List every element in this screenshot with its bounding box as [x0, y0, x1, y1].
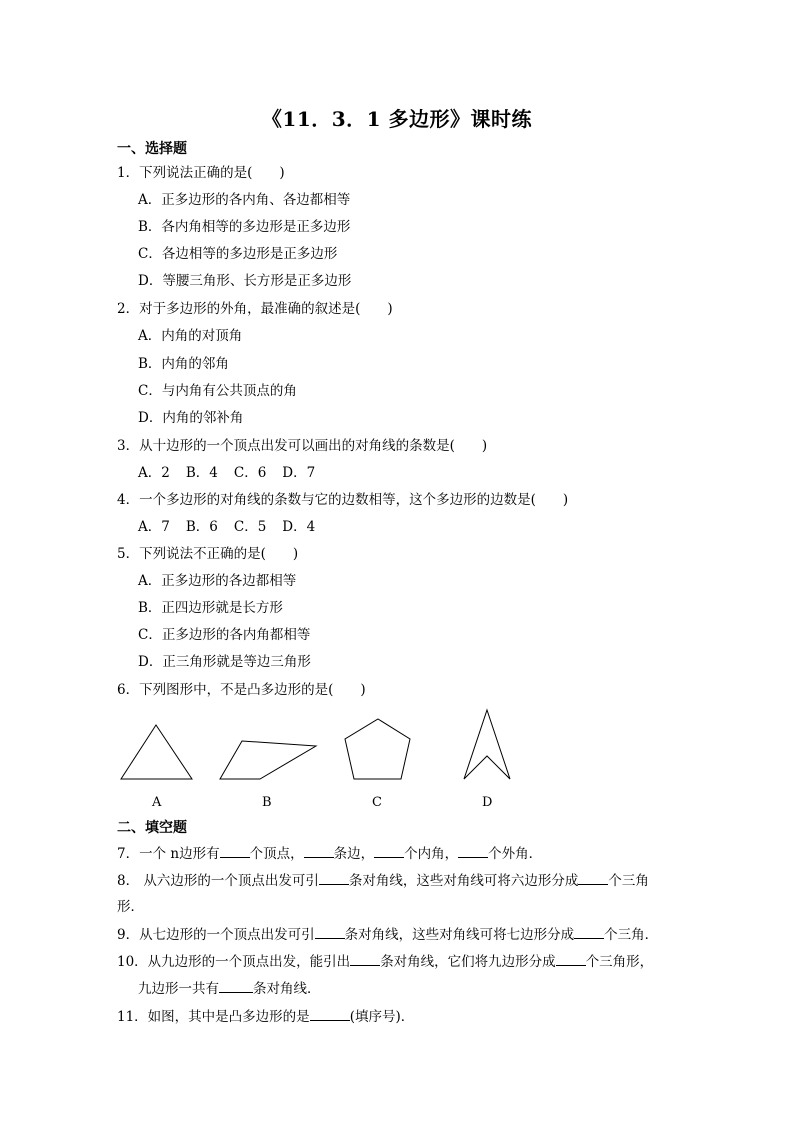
answer-blank[interactable] [219, 978, 253, 993]
answer-blank[interactable] [310, 1006, 350, 1021]
question-8-text-3: 个三角 [608, 873, 649, 889]
question-10-text-4: 九边形一共有 [138, 981, 219, 997]
question-5-option-a: A．正多边形的各边都相等 [138, 573, 297, 589]
question-5-option-b: B．正四边形就是长方形 [138, 600, 283, 616]
question-1-stem: 1．下列说法正确的是( ) [117, 165, 285, 181]
question-2-stem: 2．对于多边形的外角，最准确的叙述是( ) [117, 301, 393, 317]
question-4-stem: 4．一个多边形的对角线的条数与它的边数相等，这个多边形的边数是( ) [117, 492, 569, 508]
figure-label-b: B [262, 795, 272, 810]
question-4-option-a: A．7 [138, 519, 170, 535]
question-5-option-d: D．正三角形就是等边三角形 [138, 654, 311, 670]
figure-label-d: D [482, 795, 493, 810]
question-10-text-1: 10．从九边形的一个顶点出发，能引出 [117, 954, 351, 970]
question-4-option-c: C．5 [233, 519, 267, 535]
figure-label-a: A [152, 795, 162, 810]
question-3-stem: 3．从十边形的一个顶点出发可以画出的对角线的条数是( ) [117, 438, 488, 454]
question-8-text-1: 8． 从六边形的一个顶点出发可引 [117, 873, 319, 889]
question-10 [117, 951, 653, 972]
question-4-option-d: D．4 [282, 519, 316, 535]
question-1-option-a: A．正多边形的各内角、各边都相等 [138, 192, 351, 208]
answer-blank[interactable] [574, 924, 604, 939]
question-2-option-a: A．内角的对顶角 [138, 328, 243, 344]
question-2-option-c: C．与内角有公共顶点的角 [138, 383, 297, 399]
question-1-option-d: D．等腰三角形、长方形是正多边形 [138, 273, 352, 289]
question-7-text-3: 条边， [333, 846, 375, 862]
question-7-text-5: 个外角． [488, 846, 543, 862]
figure-b-quadrilateral [220, 741, 316, 779]
question-11-text-2: (填序号)． [349, 1009, 415, 1025]
polygon-figures [110, 700, 530, 790]
question-5-stem: 5．下列说法不正确的是( ) [117, 546, 299, 562]
question-7-text-2: 个顶点， [249, 846, 304, 862]
question-3-option-a: A．2 [138, 465, 170, 481]
answer-blank[interactable] [374, 843, 404, 858]
question-11-text-1: 11．如图，其中是凸多边形的是 [117, 1009, 310, 1025]
question-4-option-b: B．6 [185, 519, 218, 535]
question-9-text-2: 条对角线，这些对角线可将七边形分成 [344, 927, 575, 943]
question-8 [117, 870, 649, 891]
answer-blank[interactable] [315, 924, 345, 939]
question-3-option-c: C．6 [233, 465, 267, 481]
question-2-option-d: D．内角的邻补角 [138, 410, 244, 426]
question-3-option-b: B．4 [185, 465, 218, 481]
question-1-option-c: C．各边相等的多边形是正多边形 [138, 246, 338, 262]
answer-blank[interactable] [458, 843, 488, 858]
answer-blank[interactable] [220, 843, 250, 858]
question-9 [117, 924, 658, 945]
figure-c-pentagon [345, 719, 410, 779]
question-10-text-2: 条对角线，它们将九边形分成 [380, 954, 556, 970]
answer-blank[interactable] [556, 951, 586, 966]
question-6-stem: 6．下列图形中，不是凸多边形的是( ) [117, 682, 366, 698]
figure-d-arrowhead [464, 710, 510, 779]
answer-blank[interactable] [304, 843, 334, 858]
question-4-options [138, 517, 315, 537]
question-10-text-3: 个三角形， [585, 954, 654, 970]
page-title: 《11．3．1 多边形》课时练 [261, 107, 533, 131]
question-10-text-5: 条对角线． [253, 981, 321, 997]
question-11 [117, 1006, 414, 1027]
question-3-option-d: D．7 [282, 465, 316, 481]
answer-blank[interactable] [319, 870, 349, 885]
question-7 [117, 843, 542, 864]
answer-blank[interactable] [578, 870, 608, 885]
question-9-text-3: 个三角． [604, 927, 659, 943]
question-1-option-b: B．各内角相等的多边形是正多边形 [138, 219, 351, 235]
answer-blank[interactable] [350, 951, 380, 966]
question-8-text-2: 条对角线，这些对角线可将六边形分成 [348, 873, 579, 889]
question-8-continued: 形． [117, 899, 144, 915]
question-2-option-b: B．内角的邻角 [138, 356, 229, 372]
question-9-text-1: 9．从七边形的一个顶点出发可引 [117, 927, 315, 943]
section-heading-choice: 一、选择题 [117, 141, 187, 157]
question-5-option-c: C．正多边形的各内角都相等 [138, 627, 311, 643]
question-7-text-1: 7．一个 n边形有 [117, 846, 220, 862]
question-3-options [138, 463, 315, 483]
section-heading-fill: 二、填空题 [117, 820, 187, 836]
figure-label-c: C [372, 795, 382, 810]
figure-a-triangle [121, 725, 192, 779]
question-7-text-4: 个内角， [404, 846, 459, 862]
question-10-continued [138, 978, 321, 999]
